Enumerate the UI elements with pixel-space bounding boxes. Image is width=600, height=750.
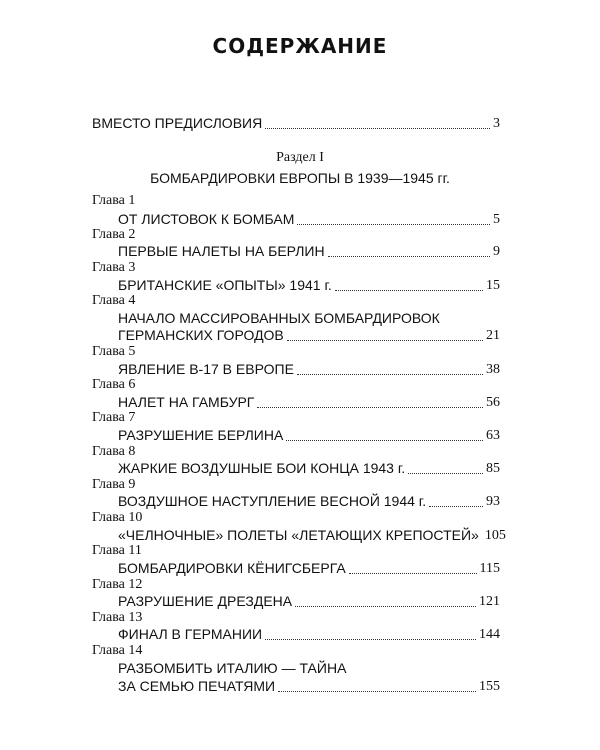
entry-text-part: ЖАРКИЕ ВОЗДУШНЫЕ БОИ КОНЦА 1943 г. bbox=[118, 460, 406, 476]
entry-text: ЯВЛЕНИЕ В-17 В ЕВРОПЕ bbox=[118, 361, 294, 377]
toc-entry bbox=[118, 393, 500, 412]
leader-dots bbox=[265, 638, 476, 640]
page-number: 21 bbox=[486, 328, 500, 343]
toc-entry bbox=[118, 242, 500, 261]
page-title: СОДЕРЖАНИЕ bbox=[212, 34, 388, 58]
toc-entry bbox=[118, 360, 500, 379]
entry-text: ПЕРВЫЕ НАЛЕТЫ НА БЕРЛИН bbox=[118, 243, 325, 259]
toc-entry bbox=[118, 592, 500, 611]
chapter-label: Глава 14 bbox=[92, 643, 143, 658]
toc-entry bbox=[118, 625, 500, 644]
entry-text-line1: РАЗБОМБИТЬ ИТАЛИЮ — ТАЙНА bbox=[118, 660, 347, 676]
toc-entry bbox=[118, 426, 500, 445]
page-number: 63 bbox=[486, 428, 500, 443]
page-number: 115 bbox=[479, 561, 500, 576]
leader-dots bbox=[295, 605, 476, 607]
chapter-label: Глава 5 bbox=[92, 344, 136, 359]
section-label: Раздел I bbox=[276, 150, 324, 165]
entry-text-line1: НАЧАЛО МАССИРОВАННЫХ БОМБАРДИРОВОК bbox=[118, 310, 440, 326]
chapter-label: Глава 1 bbox=[92, 193, 136, 208]
chapter-label: Глава 12 bbox=[92, 577, 143, 592]
page-number: 5 bbox=[493, 212, 500, 227]
toc-entry bbox=[118, 677, 500, 696]
chapter-label: Глава 7 bbox=[92, 410, 136, 425]
toc-entry bbox=[118, 559, 500, 578]
page-number: 85 bbox=[486, 461, 500, 476]
entry-text: РАЗРУШЕНИЕ ДРЕЗДЕНА bbox=[118, 593, 293, 609]
chapter-label: Глава 8 bbox=[92, 444, 136, 459]
chapter-label: Глава 9 bbox=[92, 477, 136, 492]
toc-entry bbox=[118, 326, 500, 345]
section-heading bbox=[0, 148, 600, 188]
chapter-label: Глава 6 bbox=[92, 377, 136, 392]
leader-dots bbox=[286, 439, 483, 441]
entry-text: БОМБАРДИРОВКИ КЁНИГСБЕРГА bbox=[118, 560, 346, 576]
leader-dots bbox=[408, 472, 483, 474]
leader-dots bbox=[328, 255, 490, 257]
leader-dots bbox=[278, 690, 476, 692]
page-number: 15 bbox=[486, 278, 500, 293]
entry-text bbox=[118, 459, 405, 478]
leader-dots bbox=[297, 373, 483, 375]
page-number: 105 bbox=[484, 528, 506, 543]
entry-text: ВОЗДУШНОЕ НАСТУПЛЕНИЕ ВЕСНОЙ 1944 г. bbox=[118, 493, 427, 509]
entry-text: ОТ ЛИСТОВОК К БОМБАМ bbox=[118, 211, 295, 227]
entry-text: ЗА СЕМЬЮ ПЕЧАТЯМИ bbox=[118, 678, 276, 694]
chapter-label: Глава 13 bbox=[92, 610, 143, 625]
toc-entry bbox=[118, 492, 500, 511]
chapter-label: Глава 4 bbox=[92, 293, 136, 308]
entry-text: ФИНАЛ В ГЕРМАНИИ bbox=[118, 626, 263, 642]
page-number: 3 bbox=[493, 116, 500, 131]
leader-dots bbox=[265, 127, 490, 129]
chapter-label: Глава 10 bbox=[92, 510, 143, 525]
entry-text: РАЗРУШЕНИЕ БЕРЛИНА bbox=[118, 427, 284, 443]
entry-text: ВМЕСТО ПРЕДИСЛОВИЯ bbox=[92, 115, 263, 131]
leader-dots bbox=[429, 505, 483, 507]
page-number: 9 bbox=[493, 244, 500, 259]
toc-entry bbox=[118, 276, 500, 295]
chapter-label: Глава 3 bbox=[92, 260, 136, 275]
page-number: 38 bbox=[486, 362, 500, 377]
leader-dots bbox=[349, 572, 477, 574]
entry-text: НАЛЕТ НА ГАМБУРГ bbox=[118, 394, 255, 410]
page-number: 93 bbox=[486, 494, 500, 509]
entry-text: ГЕРМАНСКИХ ГОРОДОВ bbox=[118, 327, 284, 343]
page-number: 121 bbox=[479, 594, 500, 609]
toc-entry-preface bbox=[92, 114, 500, 133]
leader-dots bbox=[287, 339, 483, 341]
page-number: 155 bbox=[479, 679, 500, 694]
page-number: 56 bbox=[486, 395, 500, 410]
toc-entry bbox=[118, 526, 506, 545]
section-title: БОМБАРДИРОВКИ ЕВРОПЫ В 1939—1945 гг. bbox=[150, 170, 450, 186]
leader-dots bbox=[335, 289, 483, 291]
entry-text: БРИТАНСКИЕ «ОПЫТЫ» 1941 г. bbox=[118, 277, 332, 293]
chapter-label: Глава 11 bbox=[92, 543, 142, 558]
chapter-label: Глава 2 bbox=[92, 227, 136, 242]
page-number: 144 bbox=[479, 627, 500, 642]
entry-text: «ЧЕЛНОЧНЫЕ» ПОЛЕТЫ «ЛЕТАЮЩИХ КРЕПОСТЕЙ» bbox=[118, 527, 479, 543]
leader-dots bbox=[297, 223, 490, 225]
toc-entry bbox=[118, 210, 500, 229]
toc-entry bbox=[118, 459, 500, 478]
leader-dots bbox=[257, 406, 483, 408]
